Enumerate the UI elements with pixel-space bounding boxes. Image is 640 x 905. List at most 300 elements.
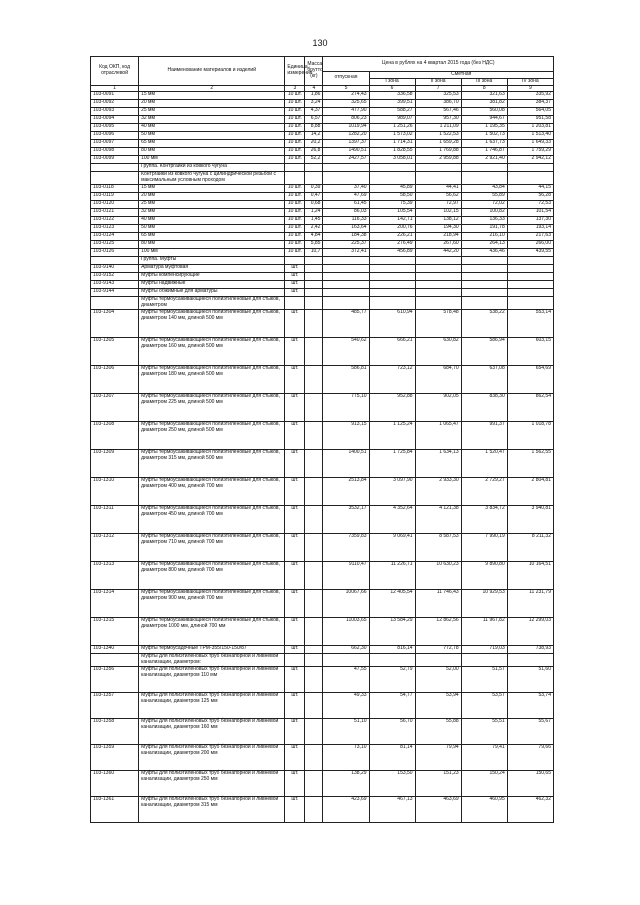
price-cell: 3 097,90 (369, 478, 415, 506)
unit-cell: шт. (285, 590, 305, 618)
mass-cell (305, 590, 323, 618)
price-table (90, 56, 554, 823)
code-cell: 103-1306 (91, 366, 139, 394)
price-cell: 610,94 (369, 310, 415, 338)
price-cell: 137,30 (507, 217, 553, 225)
name-cell: Муфты термоусадочные ТРМ-355/150-150/87 (139, 646, 285, 654)
name-cell: Муфты термоусаживающиеся полиэтиленовые для стыков, диаметром 400 мм, длиной 700 мм (139, 478, 285, 506)
price-cell: 9110,47 (323, 562, 369, 590)
price-cell: 902,05 (415, 394, 461, 422)
price-cell: 384,37 (507, 100, 553, 108)
header-price-title: Цена в рублях на 4 квартал 2015 года (без НДС) (323, 57, 554, 72)
price-cell: 952,88 (369, 394, 415, 422)
mass-cell (305, 257, 323, 265)
price-cell: 1 759,29 (507, 148, 553, 156)
mass-cell: 0,39 (305, 185, 323, 193)
name-cell: Муфты обжимные для арматуры (139, 289, 285, 297)
price-cell: 1 725,84 (369, 450, 415, 478)
name-cell: 65 мм (139, 140, 285, 148)
price-cell: 11 967,82 (461, 618, 507, 646)
mass-cell (305, 745, 323, 771)
price-cell: 719,03 (461, 646, 507, 654)
header-zone-3: III зона (461, 78, 507, 85)
price-cell: 9 890,80 (461, 562, 507, 590)
page-number: 130 (312, 38, 328, 48)
price-cell (461, 289, 507, 297)
name-cell: 15 мм (139, 185, 285, 193)
code-cell: 103-0122 (91, 217, 139, 225)
name-cell: Муфты термоусаживающиеся полиэтиленовые для стыков, диаметром 450 мм, длиной 700 мм (139, 506, 285, 534)
table-row (91, 797, 554, 823)
price-cell (507, 265, 553, 273)
price-cell: 56,28 (507, 193, 553, 201)
name-cell: Контргайки из ковкого чугуна с цилиндрической резьбой с максимальным условным проходом (139, 172, 285, 185)
unit-cell: шт. (285, 693, 305, 719)
code-cell: 103-9140 (91, 265, 139, 273)
price-cell: 49,33 (323, 693, 369, 719)
table-row (91, 422, 554, 450)
unit-cell: 10 шт. (285, 140, 305, 148)
price-cell: 1 211,09 (415, 124, 461, 132)
mass-cell: 0,68 (305, 201, 323, 209)
price-cell: 100,82 (461, 209, 507, 217)
price-cell: 1 649,33 (507, 140, 553, 148)
price-cell: 485,77 (323, 310, 369, 338)
code-cell: 103-9143 (91, 281, 139, 289)
mass-cell (305, 646, 323, 654)
table-row (91, 534, 554, 562)
name-cell: Группа. Муфты (139, 257, 285, 265)
table-row (91, 562, 554, 590)
mass-cell (305, 265, 323, 273)
price-cell: 989,07 (369, 116, 415, 124)
price-cell (461, 257, 507, 265)
name-cell: 20 мм (139, 100, 285, 108)
unit-cell: 10 шт. (285, 148, 305, 156)
name-cell: Муфты для полиэтиленовых труб безнапорной и ливневой канализации, диаметром 200 мм (139, 745, 285, 771)
price-cell (507, 654, 553, 667)
mass-cell (305, 164, 323, 172)
unit-cell: шт. (285, 534, 305, 562)
mass-cell: 26,8 (305, 148, 323, 156)
price-cell: 637,08 (461, 366, 507, 394)
price-cell: 1 746,87 (461, 148, 507, 156)
table-row (91, 217, 554, 225)
name-cell: Муфты термоусаживающиеся полиэтиленовые для стыков, диаметром 140 мм, длиной 500 мм (139, 310, 285, 338)
table-row (91, 193, 554, 201)
price-cell: 816,14 (369, 646, 415, 654)
price-cell: 325,65 (323, 100, 369, 108)
price-cell (461, 281, 507, 289)
name-cell: 80 мм (139, 148, 285, 156)
price-cell: 53,94 (415, 693, 461, 719)
table-row (91, 185, 554, 193)
code-cell: 103-1307 (91, 394, 139, 422)
unit-cell: 10 шт. (285, 233, 305, 241)
name-cell: Муфты компенсирующие (139, 273, 285, 281)
price-cell: 266,00 (507, 241, 553, 249)
price-cell: 460,95 (461, 797, 507, 823)
name-cell: Муфты термоусаживающиеся полиэтиленовые для стыков, диаметром 1000 мм, длиной 700 мм (139, 618, 285, 646)
price-cell: 4 352,64 (369, 506, 415, 534)
column-number: 2 (139, 85, 285, 92)
table-row (91, 132, 554, 140)
price-cell (369, 297, 415, 310)
price-cell (369, 654, 415, 667)
price-cell (461, 164, 507, 172)
table-row (91, 310, 554, 338)
price-cell: 654,69 (507, 366, 553, 394)
price-cell: 226,21 (369, 233, 415, 241)
price-cell: 55,67 (507, 719, 553, 745)
price-cell: 8 211,32 (507, 534, 553, 562)
price-cell: 578,48 (415, 310, 461, 338)
price-cell: 51,60 (507, 667, 553, 693)
price-cell: 1490,51 (323, 148, 369, 156)
price-cell (369, 289, 415, 297)
name-cell: 32 мм (139, 116, 285, 124)
table-row (91, 618, 554, 646)
unit-cell: шт. (285, 562, 305, 590)
price-cell: 10 630,23 (415, 562, 461, 590)
table-row (91, 338, 554, 366)
code-cell (91, 164, 139, 172)
table-row (91, 233, 554, 241)
price-cell: 47,69 (323, 193, 369, 201)
price-cell: 2 933,30 (415, 478, 461, 506)
name-cell: 50 мм (139, 132, 285, 140)
price-cell: 12 862,56 (415, 618, 461, 646)
code-cell (91, 297, 139, 310)
unit-cell: 10 шт. (285, 92, 305, 100)
price-cell: 72,97 (415, 201, 461, 209)
mass-cell: 1,45 (305, 217, 323, 225)
code-cell: 103-0091 (91, 92, 139, 100)
column-number: 3 (285, 85, 305, 92)
unit-cell: 10 шт. (285, 156, 305, 164)
price-cell: 666,21 (369, 338, 415, 366)
unit-cell: шт. (285, 719, 305, 745)
price-cell: 72,53 (507, 201, 553, 209)
table-row (91, 478, 554, 506)
price-cell: 3 058,01 (369, 156, 415, 164)
name-cell: Муфты для полиэтиленовых труб безнапорной и ливневой канализации, диаметром 315 мм (139, 797, 285, 823)
unit-cell: шт. (285, 771, 305, 797)
price-cell: 1 637,73 (461, 140, 507, 148)
price-cell: 264,13 (461, 241, 507, 249)
name-cell: 25 мм (139, 108, 285, 116)
price-cell: 79,41 (461, 745, 507, 771)
price-cell: 217,63 (507, 233, 553, 241)
unit-cell: шт. (285, 281, 305, 289)
unit-cell: шт. (285, 366, 305, 394)
mass-cell (305, 719, 323, 745)
price-cell: 267,60 (415, 241, 461, 249)
price-cell: 191,78 (461, 225, 507, 233)
price-cell: 325,53 (415, 92, 461, 100)
header-unit: Единица измерения (285, 57, 305, 86)
name-cell: Муфты для полиэтиленовых труб безнапорной и ливневой канализации, диаметром: (139, 654, 285, 667)
price-cell: 456,89 (369, 249, 415, 257)
unit-cell: 10 шт. (285, 108, 305, 116)
price-cell: 200,76 (369, 225, 415, 233)
price-cell: 806,23 (323, 116, 369, 124)
price-cell: 553,14 (507, 310, 553, 338)
price-cell (507, 172, 553, 185)
price-cell: 588,27 (369, 108, 415, 116)
price-cell (507, 289, 553, 297)
price-cell: 913,15 (323, 422, 369, 450)
mass-cell (305, 281, 323, 289)
price-cell: 1 714,31 (369, 140, 415, 148)
name-cell: Муфты термоусаживающиеся полиэтиленовые для стыков, диаметром 900 мм, длиной 700 мм (139, 590, 285, 618)
code-cell: 103-0124 (91, 233, 139, 241)
column-number: 9 (507, 85, 553, 92)
price-cell (415, 297, 461, 310)
code-cell: 103-0093 (91, 108, 139, 116)
price-cell: 75,39 (369, 201, 415, 209)
code-cell: 103-0119 (91, 193, 139, 201)
code-cell (91, 172, 139, 185)
table-row (91, 124, 554, 132)
name-cell: Муфты термоусаживающиеся полиэтиленовые для стыков, диаметром 160 мм, длиной 500 мм (139, 338, 285, 366)
price-cell: 560,08 (461, 108, 507, 116)
unit-cell: шт. (285, 478, 305, 506)
name-cell: Муфты термоусаживающиеся полиэтиленовые для стыков, диаметром 225 мм, длиной 500 мм (139, 394, 285, 422)
code-cell: 103-9144 (91, 289, 139, 297)
mass-cell (305, 478, 323, 506)
price-cell: 630,82 (415, 338, 461, 366)
price-cell (369, 257, 415, 265)
code-cell: 103-1358 (91, 719, 139, 745)
price-cell: 1 659,28 (415, 140, 461, 148)
price-cell: 991,37 (461, 422, 507, 450)
code-cell: 103-1361 (91, 797, 139, 823)
name-cell: 20 мм (139, 193, 285, 201)
unit-cell: шт. (285, 394, 305, 422)
price-cell: 138,12 (415, 217, 461, 225)
table-row (91, 745, 554, 771)
header-estimate-price: Сметная (369, 72, 553, 79)
name-cell: 15 мм (139, 92, 285, 100)
price-cell: 1400,51 (323, 450, 369, 478)
price-cell (323, 289, 369, 297)
price-cell (323, 164, 369, 172)
mass-cell (305, 654, 323, 667)
header-name: Наименование материалов и изделий (139, 57, 285, 86)
unit-cell: 10 шт. (285, 193, 305, 201)
price-cell (461, 297, 507, 310)
code-cell: 103-0123 (91, 225, 139, 233)
price-cell (415, 654, 461, 667)
unit-cell: 10 шт. (285, 217, 305, 225)
price-cell: 79,66 (507, 745, 553, 771)
unit-cell (285, 172, 305, 185)
mass-cell: 2,42 (305, 225, 323, 233)
price-cell (369, 281, 415, 289)
price-cell: 53,57 (461, 693, 507, 719)
price-cell: 45,89 (369, 185, 415, 193)
price-cell: 274,43 (323, 92, 369, 100)
table-row (91, 201, 554, 209)
price-cell: 586,94 (461, 338, 507, 366)
code-cell (91, 654, 139, 667)
price-cell: 86,03 (323, 209, 369, 217)
price-cell (415, 281, 461, 289)
table-row (91, 654, 554, 667)
code-cell: 103-0097 (91, 140, 139, 148)
name-cell: Муфты термоусаживающиеся полиэтиленовые для стыков, диаметром 315 мм, длиной 500 мм (139, 450, 285, 478)
price-cell: 9 069,41 (369, 534, 415, 562)
name-cell: Муфты термоусаживающиеся полиэтиленовые для стыков, диаметром (139, 297, 285, 310)
name-cell: 65 мм (139, 233, 285, 241)
price-cell: 1 562,55 (507, 450, 553, 478)
price-cell: 54,77 (369, 693, 415, 719)
table-row (91, 241, 554, 249)
table-row (91, 116, 554, 124)
price-cell: 12 299,03 (507, 618, 553, 646)
table-row (91, 92, 554, 100)
mass-cell: 20,2 (305, 140, 323, 148)
price-cell: 838,30 (461, 394, 507, 422)
price-cell: 276,49 (369, 241, 415, 249)
mass-cell: 6,57 (305, 116, 323, 124)
price-cell: 13 584,29 (369, 618, 415, 646)
name-cell: Группа. Контргайки из ковкого чугуна (139, 164, 285, 172)
table-row (91, 140, 554, 148)
price-cell: 218,94 (415, 233, 461, 241)
column-number: 5 (323, 85, 369, 92)
price-cell: 463,69 (415, 797, 461, 823)
price-cell (461, 273, 507, 281)
price-cell: 153,50 (369, 771, 415, 797)
price-cell: 1 769,88 (415, 148, 461, 156)
column-number: 1 (91, 85, 139, 92)
mass-cell (305, 562, 323, 590)
name-cell: Муфты термоусаживающиеся полиэтиленовые для стыков, диаметром 250 мм, длиной 500 мм (139, 422, 285, 450)
price-cell: 73,10 (323, 745, 369, 771)
code-cell: 103-1314 (91, 590, 139, 618)
price-cell: 44,41 (415, 185, 461, 193)
price-cell: 951,58 (507, 116, 553, 124)
table-row (91, 297, 554, 310)
table-row (91, 590, 554, 618)
price-cell: 81,14 (369, 745, 415, 771)
name-cell: 80 мм (139, 241, 285, 249)
code-cell: 103-1312 (91, 534, 139, 562)
price-cell: 381,82 (461, 100, 507, 108)
price-cell: 56,70 (369, 719, 415, 745)
price-cell: 4 121,38 (415, 506, 461, 534)
price-cell: 11 746,43 (415, 590, 461, 618)
price-cell: 53,74 (507, 693, 553, 719)
code-cell: 103-1308 (91, 422, 139, 450)
price-cell (369, 164, 415, 172)
price-cell: 1 520,47 (461, 450, 507, 478)
price-cell: 336,58 (369, 92, 415, 100)
price-cell (461, 654, 507, 667)
price-cell (507, 273, 553, 281)
price-cell: 1 522,53 (415, 132, 461, 140)
price-cell: 105,54 (369, 209, 415, 217)
price-cell: 193,14 (507, 225, 553, 233)
price-cell: 55,88 (415, 719, 461, 745)
price-cell: 3 940,81 (507, 506, 553, 534)
price-cell: 462,32 (507, 797, 553, 823)
price-cell: 386,70 (415, 100, 461, 108)
price-cell: 3532,17 (323, 506, 369, 534)
price-cell: 61,45 (323, 201, 369, 209)
price-cell (323, 273, 369, 281)
unit-cell: 10 шт. (285, 124, 305, 132)
mass-cell (305, 450, 323, 478)
unit-cell: шт. (285, 450, 305, 478)
price-cell: 1397,37 (323, 140, 369, 148)
unit-cell: шт. (285, 265, 305, 273)
price-cell (415, 273, 461, 281)
name-cell: Муфты надвижные (139, 281, 285, 289)
mass-cell: 5,85 (305, 241, 323, 249)
name-cell: 25 мм (139, 201, 285, 209)
unit-cell: 10 шт. (285, 249, 305, 257)
price-cell: 442,20 (415, 249, 461, 257)
unit-cell (285, 297, 305, 310)
price-cell (369, 265, 415, 273)
unit-cell (285, 164, 305, 172)
price-cell: 862,54 (507, 394, 553, 422)
price-cell: 2427,57 (323, 156, 369, 164)
column-number: 4 (305, 85, 323, 92)
column-numbers-row (91, 85, 554, 92)
code-cell: 103-0096 (91, 132, 139, 140)
price-cell: 7 990,19 (461, 534, 507, 562)
code-cell: 103-1310 (91, 478, 139, 506)
price-cell: 1 125,24 (369, 422, 415, 450)
code-cell: 103-0094 (91, 116, 139, 124)
price-cell: 2 959,88 (415, 156, 461, 164)
price-cell: 55,89 (461, 193, 507, 201)
price-cell: 586,81 (323, 366, 369, 394)
price-cell: 101,54 (507, 209, 553, 217)
price-cell (415, 257, 461, 265)
header-mass: Масса брутто (кг) (305, 57, 323, 86)
name-cell: Муфты термоусаживающиеся полиэтиленовые для стыков, диаметром 800 мм, длиной 700 мм (139, 562, 285, 590)
price-cell: 567,46 (415, 108, 461, 116)
table-row (91, 771, 554, 797)
mass-cell: 1,86 (305, 92, 323, 100)
price-cell: 216,10 (461, 233, 507, 241)
mass-cell (305, 618, 323, 646)
unit-cell: шт. (285, 667, 305, 693)
code-cell: 103-0126 (91, 249, 139, 257)
unit-cell: шт. (285, 646, 305, 654)
header-zone-2: II зона (415, 78, 461, 85)
name-cell: Муфты для полиэтиленовых труб безнапорной и ливневой канализации, диаметром 250 мм (139, 771, 285, 797)
price-cell: 11 226,71 (369, 562, 415, 590)
unit-cell: шт. (285, 289, 305, 297)
price-cell: 7359,83 (323, 534, 369, 562)
price-cell: 1 573,02 (369, 132, 415, 140)
price-cell: 723,12 (369, 366, 415, 394)
price-cell: 335,92 (507, 92, 553, 100)
column-number: 7 (415, 85, 461, 92)
unit-cell: 10 шт. (285, 225, 305, 233)
price-cell: 944,67 (461, 116, 507, 124)
price-cell: 423,69 (323, 797, 369, 823)
unit-cell: шт. (285, 506, 305, 534)
code-cell: 103-1315 (91, 618, 139, 646)
table-row (91, 366, 554, 394)
